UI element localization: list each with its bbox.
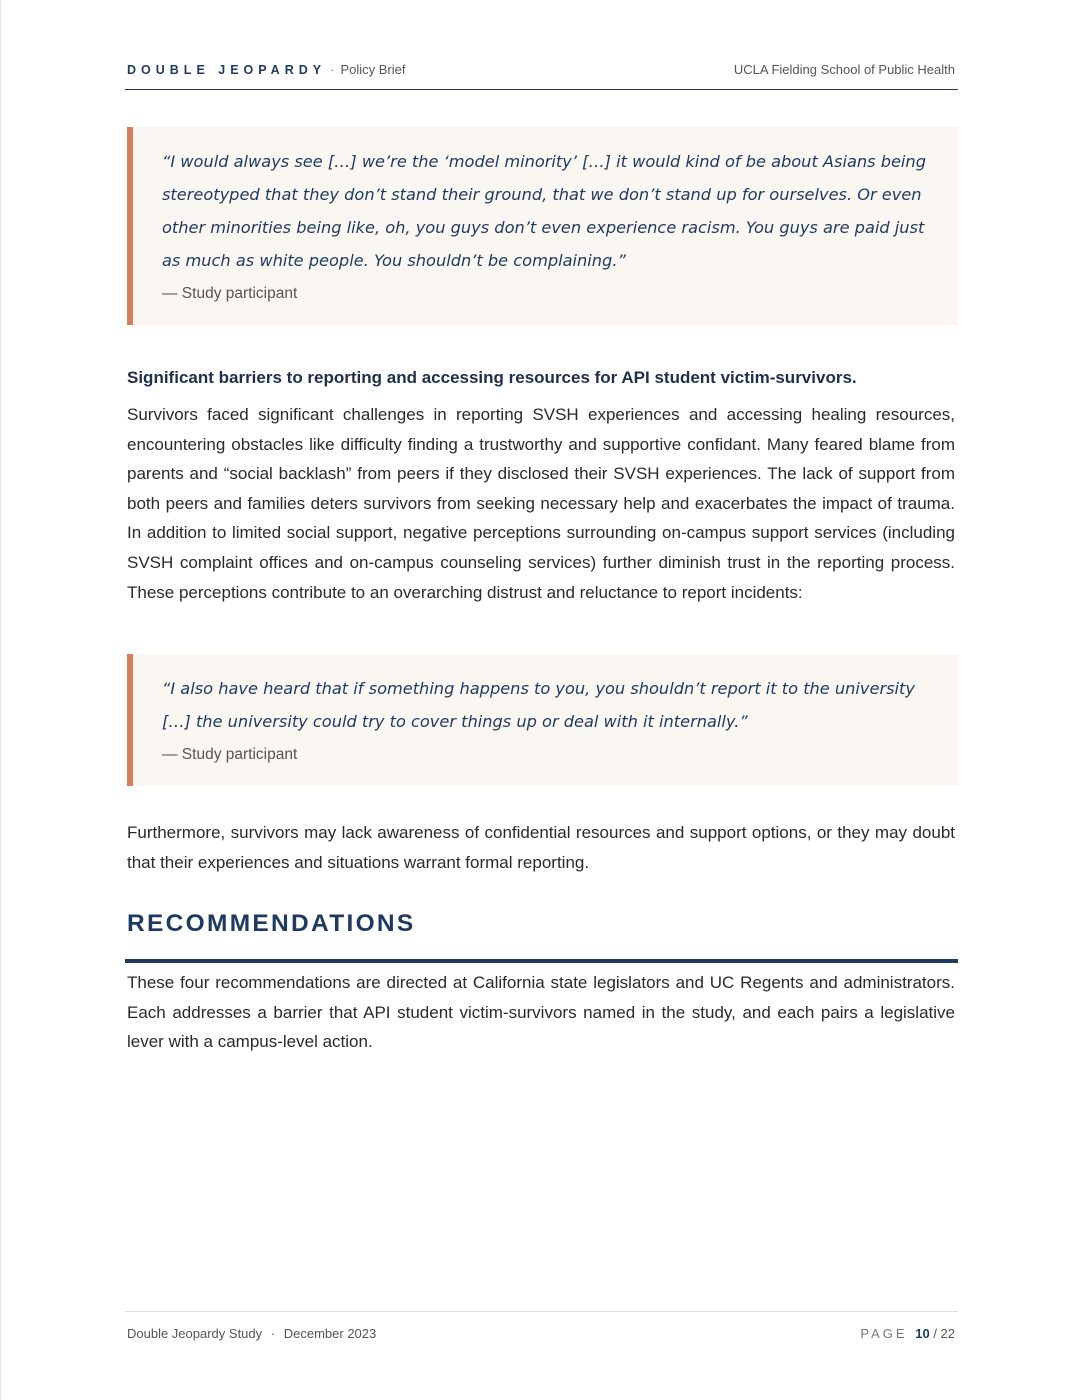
- section-divider: [125, 959, 958, 963]
- pull-quote-university-reporting: [127, 654, 958, 786]
- footer-citation: [127, 1326, 376, 1341]
- pull-quote-model-minority: [127, 127, 958, 325]
- barriers-paragraph: Survivors faced significant challenges in reporting SVSH experiences and accessing healing resources, encountering obstacles like difficulty finding a trustworthy and supportive confidant. Many feared blame from parents and “social backlash” from peers if they disclosed their SVSH experiences. The lack of support from both peers and families deters survivors from seeking necessary help and exacerbates the impact of trauma. In addition to limited social support, negative perceptions surrounding on-campus support services (including SVSH complaint offices and on-campus counseling services) further diminish trust in the reporting process. These perceptions contribute to an overarching distrust and reluctance to report incidents:: [127, 405, 955, 602]
- footer-study: Double Jeopardy Study: [127, 1326, 263, 1341]
- recommendations-intro: These four recommendations are directed at California state legislators and UC Regents and administrators. Each addresses a barrier that API student victim-survivors named in the study, and each pairs a legislative lever with a campus-level action.: [127, 973, 955, 1052]
- recommendations-heading: RECOMMENDATIONS: [127, 910, 416, 937]
- page-number: [860, 1326, 955, 1341]
- footer-date: December 2023: [283, 1326, 377, 1341]
- page-label: PAGE: [860, 1326, 908, 1341]
- quote-attribution: — Study participant: [162, 746, 298, 763]
- page-header: [125, 62, 958, 90]
- furthermore-paragraph: Furthermore, survivors may lack awareness of confidential resources and support options, or they may doubt that their experiences and situations warrant formal reporting.: [127, 823, 955, 872]
- brand-separator: ·: [330, 62, 335, 77]
- header-institution: UCLA Fielding School of Public Health: [733, 62, 955, 77]
- page-current: 10: [915, 1326, 930, 1341]
- quote-text: “I would always see […] we’re the ‘model minority’ […] it would kind of be about Asians being stereotyped that they don’t stand their ground, that we don’t stand up for ourselves. Or even other minorities being like, oh, you guys don’t even experience racism. You guys are paid just as much as white people. You shouldn’t be complaining.”: [162, 152, 926, 270]
- quote-attribution: — Study participant: [162, 285, 298, 302]
- quote-text: “I also have heard that if something happens to you, you shouldn’t report it to the university […] the university could try to cover things up or deal with it internally.”: [162, 679, 915, 731]
- page-total: / 22: [933, 1326, 955, 1341]
- footer-separator: ·: [270, 1326, 276, 1341]
- header-brand: [125, 62, 405, 77]
- page-footer: [125, 1311, 958, 1341]
- section-subheading-barriers: Significant barriers to reporting and accessing resources for API student victim-survivors.: [127, 368, 857, 387]
- brand-name: DOUBLE JEOPARDY: [127, 63, 327, 77]
- brand-subtitle: Policy Brief: [340, 62, 406, 77]
